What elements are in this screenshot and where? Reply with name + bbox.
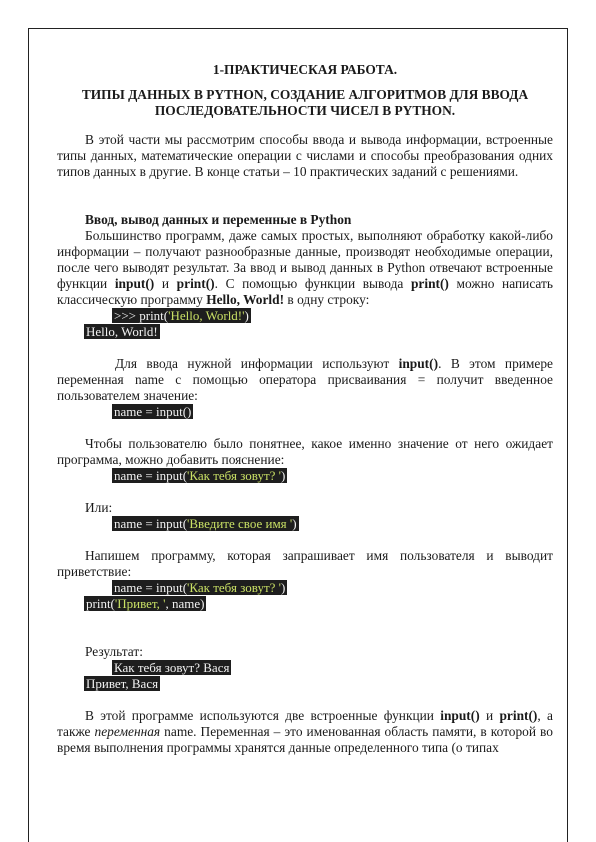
document-heading — [57, 87, 553, 119]
code-name-input: name = input() — [114, 404, 192, 419]
heading-line-2: ПОСЛЕДОВАТЕЛЬНОСТИ ЧИСЕЛ В PYTHON. — [154, 103, 456, 118]
p5-text-a: В этой программе используются две встроенные функции — [85, 708, 441, 723]
code-greeting-print: print('Привет, ', name) — [86, 596, 205, 611]
code-print-hello: >>> print('Hello, World!') — [114, 308, 249, 323]
p1-text-d: в одну строку: — [284, 292, 370, 307]
p2-input-func: input() — [398, 356, 439, 371]
p3-text: Чтобы пользователю было понятнее, какое именно значение от него ожидает программа, можно добавить пояснение: — [57, 436, 553, 467]
output-greeting: Привет, Вася — [86, 676, 159, 691]
p5-and: и — [479, 708, 500, 723]
p5-variable-term: переменная — [94, 724, 161, 739]
p5-print-func: print() — [499, 708, 538, 723]
intro-text: В этой части мы рассмотрим способы ввода и вывода информации, встроенные типы данных, математические операции с числами и способы преобразования одних типов данных в другие. В конце статьи – 10 практических заданий с решениями. — [57, 132, 553, 179]
section-heading: Ввод, вывод данных и переменные в Python — [85, 212, 352, 227]
p4-text: Напишем программу, которая запрашивает имя пользователя и выводит приветствие: — [57, 548, 553, 579]
p1-text-c: можно написать классическую программу — [57, 276, 553, 307]
p1-print-func: print() — [176, 276, 215, 291]
result-label: Результат: — [85, 644, 143, 659]
practice-title: 1-ПРАКТИЧЕСКАЯ РАБОТА. — [212, 62, 398, 77]
or-label: Или: — [85, 500, 113, 515]
paragraph-2 — [57, 356, 553, 404]
output-hello: Hello, World! — [86, 324, 158, 339]
p5-text-c: name. Переменная – это именованная область памяти, в которой во время выполнения программы хранятся данные определенного типа (о типах — [57, 724, 553, 755]
output-prompt: Как тебя зовут? Вася — [114, 660, 230, 675]
p5-text-b: , а также — [57, 708, 553, 739]
p1-text-b: . С помощью функции вывода — [214, 276, 411, 291]
paragraph-4 — [57, 548, 553, 580]
paragraph-3 — [57, 436, 553, 468]
paragraph-5 — [57, 708, 553, 756]
p2-text-b: . В этом примере переменная name с помощью оператора присваивания = получит введенное пользователем значение: — [57, 356, 553, 403]
code-greeting-input: name = input('Как тебя зовут? ') — [114, 580, 286, 595]
heading-line-1: ТИПЫ ДАННЫХ В PYTHON, СОЗДАНИЕ АЛГОРИТМОВ ДЛЯ ВВОДА — [81, 87, 529, 102]
p5-input-func: input() — [440, 708, 480, 723]
paragraph-1 — [57, 228, 553, 308]
p1-hello-world: Hello, World! — [206, 292, 285, 307]
p1-print-func-2: print() — [410, 276, 449, 291]
p1-input-func: input() — [114, 276, 155, 291]
code-input-prompt-2: name = input('Введите свое имя ') — [114, 516, 297, 531]
p1-and: и — [154, 276, 177, 291]
code-input-prompt-1: name = input('Как тебя зовут? ') — [114, 468, 286, 483]
p1-text-a: Большинство программ, даже самых простых, выполняют обработку какой-либо информации – получают разнообразные данные, производят необходимые операции, после чего выводят результат. За ввод и вывод данных в Python отвечают встроенные функции — [57, 228, 553, 291]
intro-paragraph — [57, 132, 553, 180]
p2-text-a: Для ввода нужной информации используют — [115, 356, 399, 371]
